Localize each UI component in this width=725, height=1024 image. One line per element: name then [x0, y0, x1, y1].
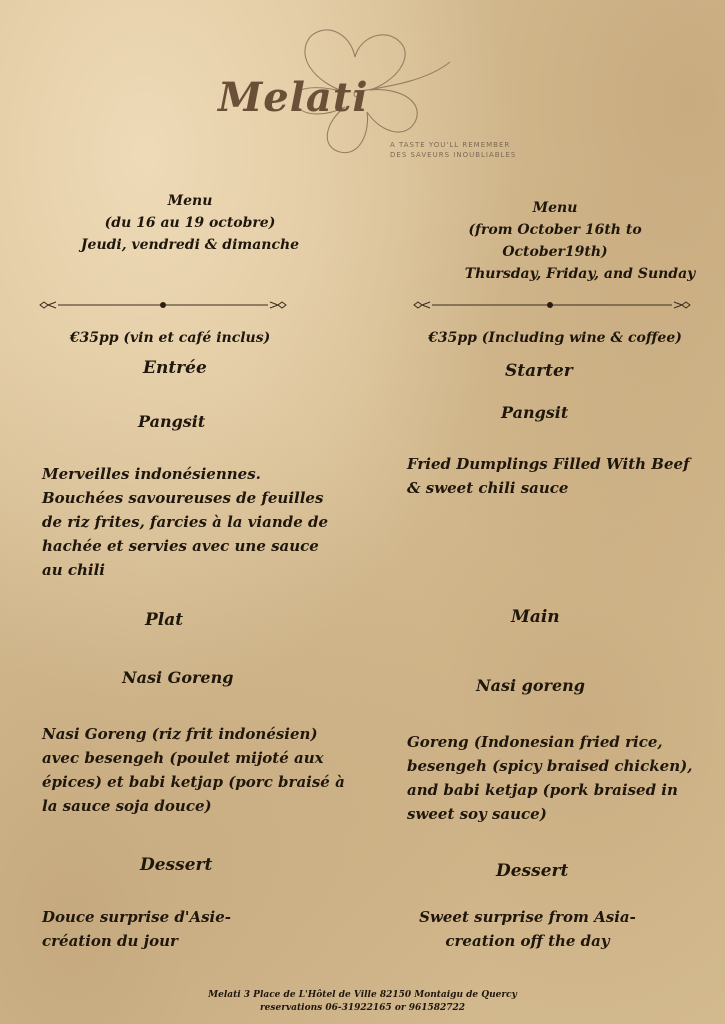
- footer: [0, 989, 725, 1015]
- fr-starter-heading: Entrée: [143, 358, 207, 378]
- fr-main-heading: Plat: [145, 610, 184, 630]
- fr-menu-dates: (du 16 au 19 octobre): [104, 215, 276, 231]
- fr-dessert-desc: Douce surprise d'Asie- création du jour: [42, 908, 232, 950]
- en-price: €35pp (Including wine & coffee): [428, 330, 682, 346]
- tagline: [390, 140, 516, 160]
- brand-name: Melati: [218, 74, 369, 121]
- fr-dessert-heading: Dessert: [140, 855, 213, 875]
- tagline-en: A TASTE YOU'LL REMEMBER: [390, 141, 511, 149]
- en-menu-dates: (from October 16th to October19th): [468, 222, 642, 260]
- en-main-desc: Goreng (Indonesian fried rice, besengeh (spicy braised chicken), and babi ketjap (pork braised in sweet soy sauce): [407, 733, 693, 823]
- tagline-fr: DES SAVEURS INOUBLIABLES: [390, 151, 517, 159]
- ornament-divider-en: [412, 298, 692, 312]
- fr-starter-name: Pangsit: [138, 412, 206, 431]
- en-menu-header: [440, 197, 670, 263]
- en-menu-days: Thursday, Friday, and Sunday: [464, 266, 696, 282]
- en-dessert-heading: Dessert: [496, 861, 569, 881]
- fr-menu-title: Menu: [167, 193, 213, 209]
- en-main-name: Nasi goreng: [476, 676, 585, 695]
- en-starter-name: Pangsit: [501, 403, 569, 422]
- en-starter-desc: Fried Dumplings Filled With Beef & sweet chili sauce: [407, 455, 690, 497]
- en-starter-heading: Starter: [505, 361, 573, 381]
- en-dessert-desc: Sweet surprise from Asia- creation off the day: [419, 908, 636, 950]
- fr-menu-header: [40, 190, 340, 256]
- fr-menu-days: Jeudi, vendredi & dimanche: [80, 237, 300, 253]
- fr-price: €35pp (vin et café inclus): [69, 330, 271, 346]
- en-menu-title: Menu: [532, 200, 578, 216]
- fr-main-desc: Nasi Goreng (riz frit indonésien) avec besengeh (poulet mijoté aux épices) et babi ketjap (porc braisé à la sauce soja douce): [42, 725, 345, 815]
- ornament-divider-fr: [38, 298, 288, 312]
- footer-address: Melati 3 Place de L'Hôtel de Ville 82150 Montaigu de Quercy: [208, 990, 517, 1000]
- en-main-heading: Main: [511, 607, 560, 627]
- fr-starter-desc: Merveilles indonésiennes. Bouchées savoureuses de feuilles de riz frites, farcies à la viande de hachée et servies avec une sauce au chili: [42, 465, 329, 579]
- footer-reservations: reservations 06-31922165 or 961582722: [259, 1003, 466, 1013]
- fr-main-name: Nasi Goreng: [122, 668, 234, 687]
